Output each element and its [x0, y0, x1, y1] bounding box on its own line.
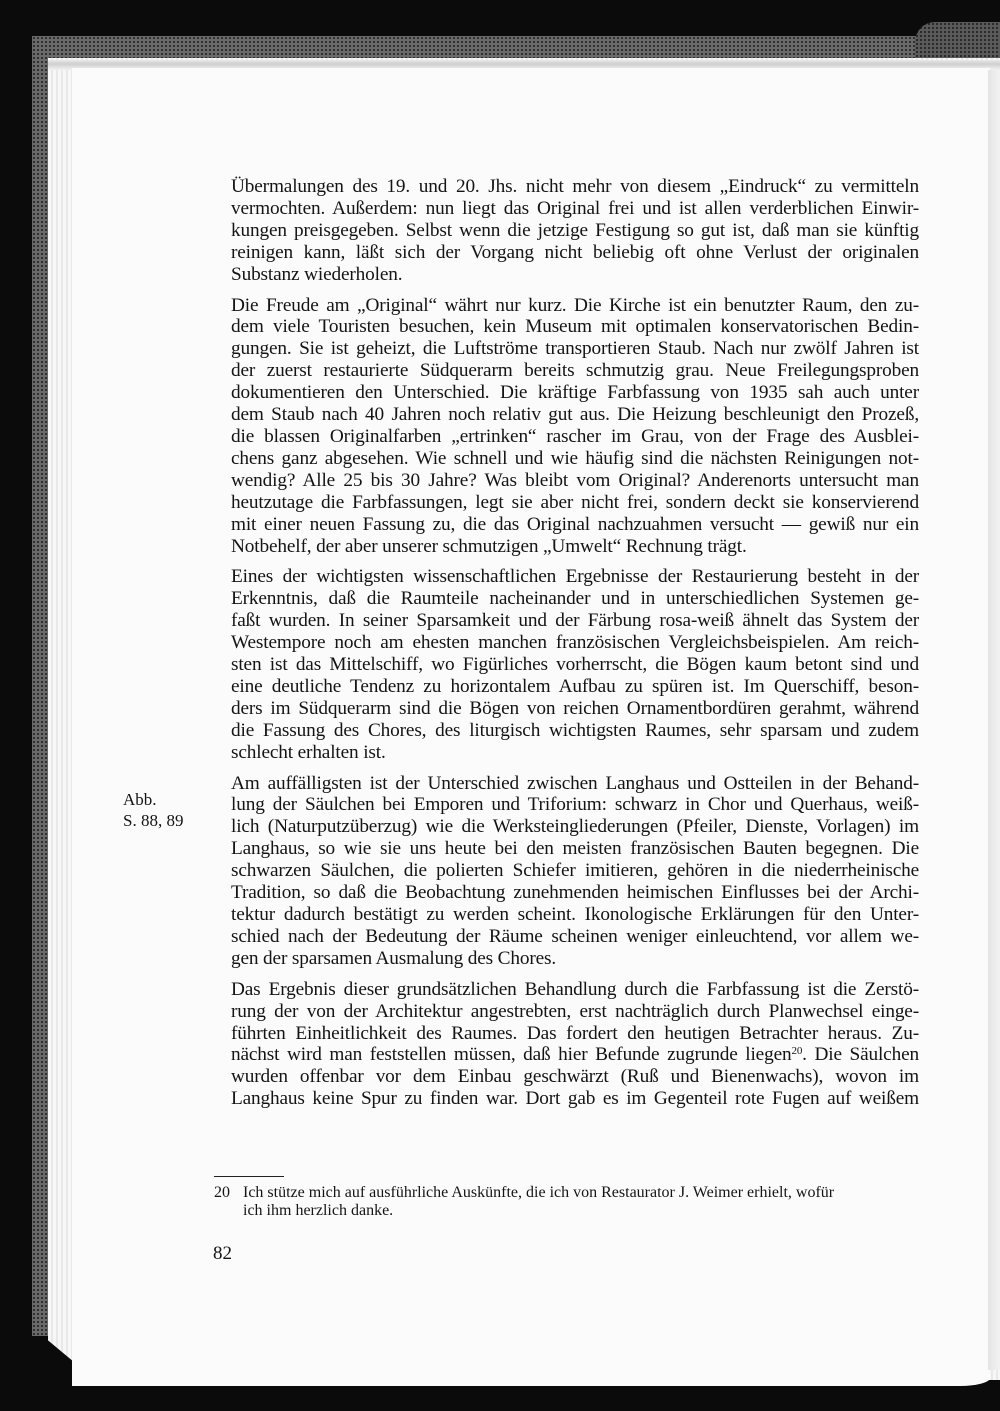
text-line: Tradition, so daß die Beobachtung zunehmenden heimischen Einflusses bei der Archi-	[231, 882, 919, 904]
text-segment: . Die Säulchen	[802, 1044, 919, 1066]
margin-note-line: Abb.	[123, 790, 157, 809]
text-line: mit einer neuen Fassung zu, die das Original nachzuahmen versucht — gewiß nur ein	[231, 513, 919, 535]
page-right-edge	[988, 70, 1000, 1370]
body-text	[231, 176, 919, 1119]
paragraph	[231, 773, 919, 970]
footnote-line: Ich stütze mich auf ausführliche Auskünfte, die ich von Restaurator J. Weimer erhielt, wofür	[243, 1184, 835, 1201]
text-line: reinigen kann, läßt sich der Vorgang nicht beliebig oft ohne Verlust der originalen	[231, 241, 919, 263]
text-line: gen der sparsamen Ausmalung des Chores.	[231, 947, 557, 969]
text-line: Übermalungen des 19. und 20. Jhs. nicht mehr von diesem „Eindruck“ zu vermitteln	[231, 176, 919, 197]
text-line: Westempore noch am ehesten manchen französischen Vergleichsbeispielen. Am reich-	[231, 632, 919, 654]
text-line: schwarzen Säulchen, die polierten Schiefer imitieren, gehören in die niederrheinische	[231, 860, 919, 882]
footnote-number: 20	[214, 1184, 230, 1201]
text-line: chens ganz abgesehen. Wie schnell und wie häufig sind die nächsten Reinigungen not-	[231, 447, 919, 469]
text-line: schlecht erhalten ist.	[231, 741, 386, 763]
text-line: vermochten. Außerdem: nun liegt das Original frei und ist allen verderblichen Einwir-	[231, 197, 919, 219]
text-line: der zuerst restaurierte Südquerarm bereits schmutzig grau. Neue Freilegungsproben	[231, 360, 919, 382]
text-line: Substanz wiederholen.	[231, 263, 403, 285]
text-line: die blassen Originalfarben „ertrinken“ rascher im Grau, von der Frage des Ausblei-	[231, 425, 919, 447]
paragraph	[231, 176, 919, 286]
text-line: lich (Naturputzüberzug) wie die Werksteingliederungen (Pfeiler, Dienste, Vorlagen) im	[231, 816, 919, 838]
text-segment: nächst wird man feststellen müssen, daß hier Befunde zugrunde liegen	[231, 1044, 792, 1066]
text-line: schied nach der Bedeutung der Räume scheinen weniger einleuchtend, vor allem we-	[231, 925, 919, 947]
footnote-body	[243, 1184, 919, 1220]
text-line: Am auffälligsten ist der Unterschied zwischen Langhaus und Ostteilen in der Behand-	[231, 772, 919, 794]
footnote-divider	[214, 1176, 284, 1177]
text-line: führten Einheitlichkeit des Raumes. Das fordert den heutigen Betrachter heraus. Zu-	[231, 1022, 919, 1044]
text-line: Notbehelf, der aber unserer schmutzigen „Umwelt“ Rechnung trägt.	[231, 535, 747, 557]
margin-note-line: S. 88, 89	[123, 811, 184, 830]
text-line: faßt wurden. In seiner Sparsamkeit und der Färbung rosa-weiß ähnelt das System der	[231, 610, 919, 632]
text-line: ders im Südquerarm sind die Bögen von reichen Ornamentbordüren gerahmt, während	[231, 697, 919, 719]
text-line: die Fassung des Chores, des liturgisch wichtigsten Raumes, sehr sparsam und zudem	[231, 719, 919, 741]
text-line: Erkenntnis, daß die Raumteile nacheinander und in unterschiedlichen Systemen ge-	[231, 588, 919, 610]
paragraph	[231, 566, 919, 763]
text-line: eine deutliche Tendenz zu horizontalem Aufbau zu spüren ist. Im Querschiff, beson-	[231, 675, 919, 697]
paragraph	[231, 979, 919, 1110]
book-cover-corner	[915, 22, 1000, 62]
text-line: sten ist das Mittelschiff, wo Figürliches vorherrscht, die Bögen kaum betont sind und	[231, 654, 919, 676]
footnote	[214, 1184, 919, 1220]
page-number: 82	[213, 1243, 232, 1264]
text-line: dem viele Touristen besuchen, kein Museum mit optimalen konservatorischen Bedin-	[231, 316, 919, 338]
text-line: wurden offenbar vor dem Einbau geschwärzt (Ruß und Bienenwachs), wovon im	[231, 1066, 919, 1088]
text-line: rung der von der Architektur angestrebten, erst nachträglich durch Planwechsel einge-	[231, 1000, 919, 1022]
text-line: kungen preisgegeben. Selbst wenn die jetzige Festigung so gut ist, daß man sie künftig	[231, 219, 919, 241]
margin-note-figure-ref	[123, 789, 183, 831]
footnote-ref[interactable]: 20	[791, 1045, 803, 1058]
text-line: Das Ergebnis dieser grundsätzlichen Behandlung durch die Farbfassung ist die Zerstö-	[231, 978, 919, 1000]
text-line: dem Staub nach 40 Jahren noch relativ gut aus. Die Heizung beschleunigt den Prozeß,	[231, 404, 919, 426]
text-line: heutzutage die Farbfassungen, legt sie aber nicht frei, sondern deckt sie konservierend	[231, 491, 919, 513]
text-line: gungen. Sie ist geheizt, die Luftströme transportieren Staub. Nach nur zwölf Jahren ist	[231, 338, 919, 360]
text-line-with-footnote-ref	[231, 1044, 919, 1066]
text-line: Die Freude am „Original“ währt nur kurz. Die Kirche ist ein benutzter Raum, den zu-	[231, 294, 919, 316]
text-line: Eines der wichtigsten wissenschaftlichen Ergebnisse der Restaurierung besteht in der	[231, 566, 919, 588]
text-line: Langhaus, so wie sie uns heute bei den meisten französischen Bauten begegnen. Die	[231, 838, 919, 860]
footnote-line: ich ihm herzlich danke.	[243, 1202, 394, 1219]
text-line: lung der Säulchen bei Emporen und Triforium: schwarz in Chor und Querhaus, weiß-	[231, 794, 919, 816]
text-line: dokumentieren den Unterschied. Die kräftige Farbfassung von 1935 sah auch unter	[231, 382, 919, 404]
text-line: Langhaus keine Spur zu finden war. Dort gab es im Gegenteil rote Fugen auf weißem	[231, 1088, 919, 1110]
text-line: tektur dadurch bestätigt zu werden scheint. Ikonologische Erklärungen für den Unter-	[231, 904, 919, 925]
text-line: wendig? Alle 25 bis 30 Jahre? Was bleibt vom Original? Anderenorts untersucht man	[231, 469, 919, 491]
paragraph	[231, 295, 919, 558]
